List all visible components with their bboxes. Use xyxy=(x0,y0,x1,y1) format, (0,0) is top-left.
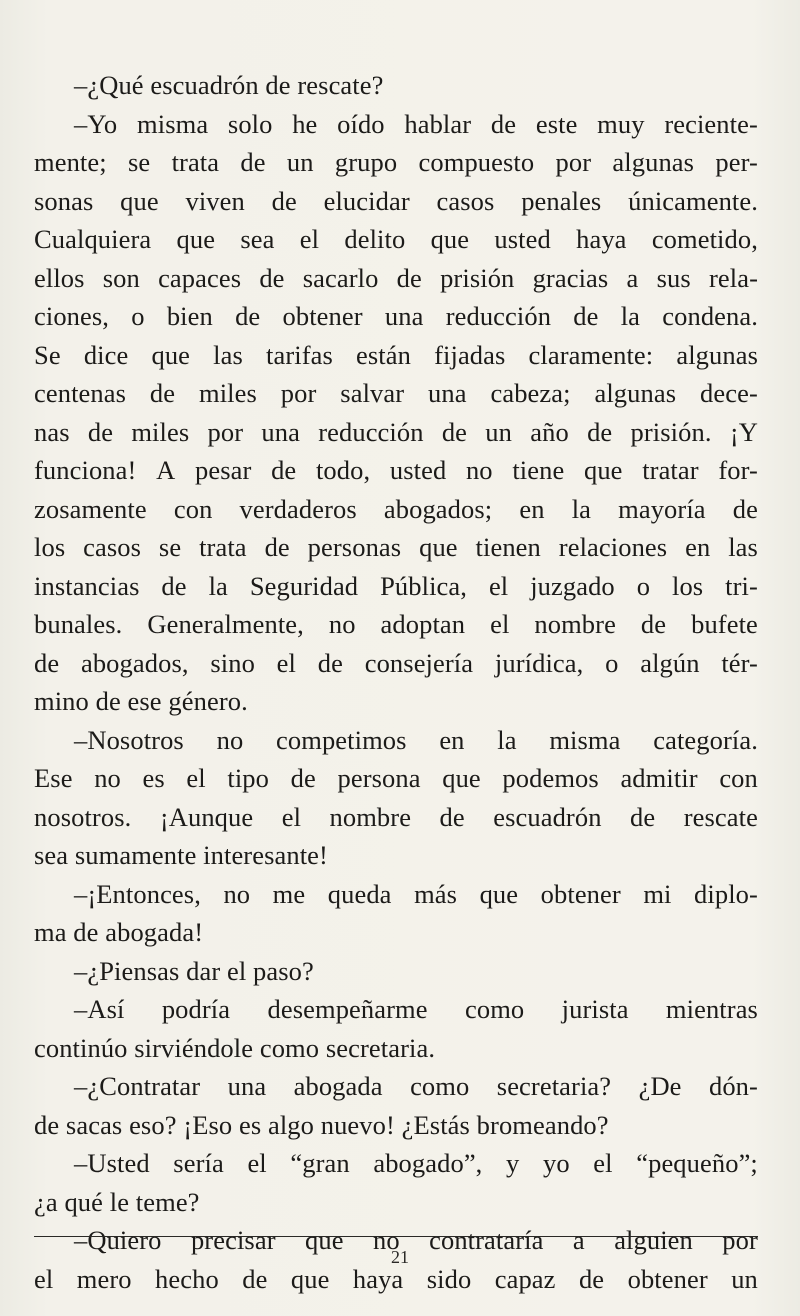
text-line: Cualquiera que sea el delito que usted haya cometido, xyxy=(34,224,758,254)
text-line: de sacas eso? ¡Eso es algo nuevo! ¿Estás bromeando? xyxy=(34,1109,609,1140)
text-line: ciones, o bien de obtener una reducción de la condena. xyxy=(34,301,758,331)
text-line: Se dice que las tarifas están fijadas claramente: algunas xyxy=(34,339,758,370)
text-line: –Usted sería el “gran abogado”, y yo el “pequeño”; xyxy=(74,1148,758,1178)
text-line: –Nosotros no competimos en la misma categoría. xyxy=(74,724,758,755)
text-line: Ese no es el tipo de persona que podemos admitir con xyxy=(34,763,758,793)
text-line: mente; se trata de un grupo compuesto por algunas per- xyxy=(34,147,758,177)
text-line: ¿a qué le teme? xyxy=(34,1186,200,1217)
text-line: mino de ese género. xyxy=(34,686,248,716)
text-line: nosotros. ¡Aunque el nombre de escuadrón de rescate xyxy=(34,801,758,832)
text-line: –¿Piensas dar el paso? xyxy=(74,955,314,986)
text-line: de abogados, sino el de consejería jurídica, o algún tér- xyxy=(34,647,758,678)
text-line: –¿Contratar una abogada como secretaria? ¿De dón- xyxy=(74,1071,758,1101)
text-line: funciona! A pesar de todo, usted no tiene que tratar for- xyxy=(34,455,758,485)
text-line: los casos se trata de personas que tienen relaciones en las xyxy=(34,532,758,562)
text-line: instancias de la Seguridad Pública, el juzgado o los tri- xyxy=(34,570,758,601)
text-line: bunales. Generalmente, no adoptan el nombre de bufete xyxy=(34,609,758,639)
text-line: ma de abogada! xyxy=(34,917,204,947)
text-line: el mero hecho de que haya sido capaz de obtener un xyxy=(34,1263,758,1294)
text-line: zosamente con verdaderos abogados; en la mayoría de xyxy=(34,493,758,524)
text-line: continúo sirviéndole como secretaria. xyxy=(34,1032,436,1063)
text-line: –¿Qué escuadrón de rescate? xyxy=(74,70,384,100)
text-line: sonas que viven de elucidar casos penales únicamente. xyxy=(34,185,758,216)
text-line: centenas de miles por salvar una cabeza; algunas dece- xyxy=(34,378,758,408)
text-line: ellos son capaces de sacarlo de prisión gracias a sus rela- xyxy=(34,262,758,293)
page-number: 21 xyxy=(391,1247,409,1267)
text-line: –Yo misma solo he oído hablar de este muy reciente- xyxy=(74,108,758,139)
body-text xyxy=(34,66,758,1298)
text-line: sea sumamente interesante! xyxy=(34,840,328,870)
text-line: –¡Entonces, no me queda más que obtener mi diplo- xyxy=(74,878,758,909)
text-line: –Quiero precisar que no contrataría a alguien por xyxy=(74,1225,758,1255)
text-line: nas de miles por una reducción de un año de prisión. ¡Y xyxy=(34,416,758,447)
text-line: –Así podría desempeñarme como jurista mientras xyxy=(74,994,758,1024)
footer-rule xyxy=(34,1236,758,1237)
